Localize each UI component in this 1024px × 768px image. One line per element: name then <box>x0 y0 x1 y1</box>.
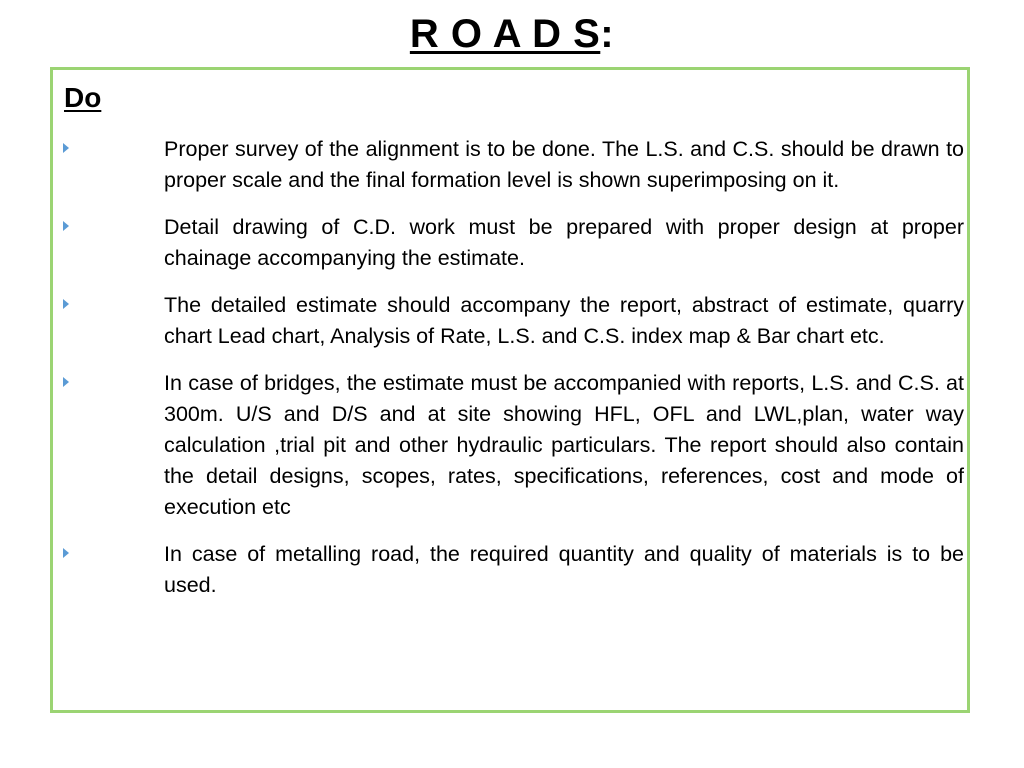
slide-title-colon: : <box>600 12 615 56</box>
list-item <box>53 290 967 352</box>
triangle-right-icon <box>63 548 69 558</box>
list-item <box>53 539 967 601</box>
slide-title <box>0 8 1024 60</box>
bullet-list <box>53 134 967 617</box>
triangle-right-icon <box>63 143 69 153</box>
triangle-right-icon <box>63 221 69 231</box>
bullet-text: In case of bridges, the estimate must be accompanied with reports, L.S. and C.S. at 300m. U/S and D/S and at site showing HFL, OFL and LWL,plan, water way calculation ,trial pit and other hydraulic particulars. The report should also contain the detail designs, scopes, rates, specifications, references, cost and mode of execution etc <box>164 371 964 519</box>
list-item <box>53 134 967 196</box>
slide-title-text: R O A D S <box>409 12 601 56</box>
content-box <box>50 67 970 713</box>
bullet-text: The detailed estimate should accompany the report, abstract of estimate, quarry chart Lead chart, Analysis of Rate, L.S. and C.S. index map & Bar chart etc. <box>164 293 964 348</box>
triangle-right-icon <box>63 299 69 309</box>
section-heading: Do <box>64 82 102 113</box>
bullet-text: Detail drawing of C.D. work must be prepared with proper design at proper chainage accompanying the estimate. <box>164 215 964 270</box>
bullet-text: In case of metalling road, the required quantity and quality of materials is to be used. <box>164 542 964 597</box>
list-item <box>53 212 967 274</box>
list-item <box>53 368 967 523</box>
bullet-text: Proper survey of the alignment is to be done. The L.S. and C.S. should be drawn to proper scale and the final formation level is shown superimposing on it. <box>164 137 964 192</box>
triangle-right-icon <box>63 377 69 387</box>
